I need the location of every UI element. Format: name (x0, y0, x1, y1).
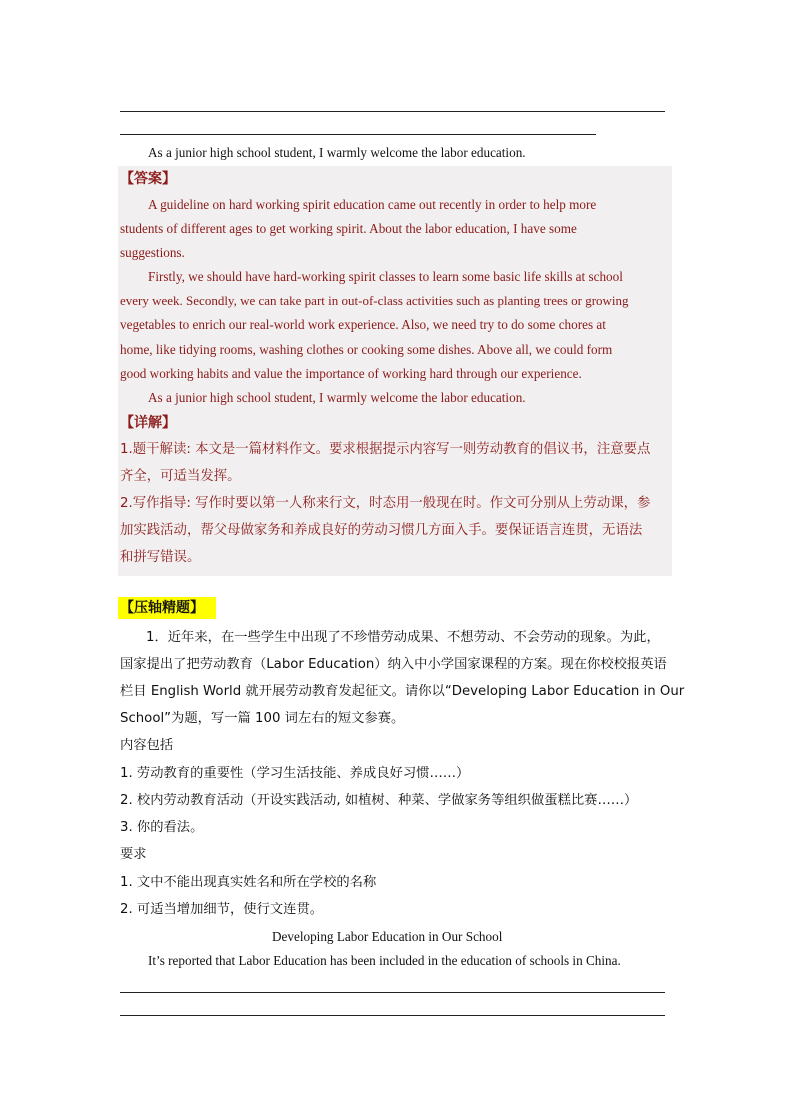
question-line: School”为题，写一篇 100 词左右的短文参赛。 (120, 711, 405, 726)
answer-tag: 【答案】 (120, 171, 176, 187)
detail-line: 1.题干解读: 本文是一篇材料作文。要求根据提示内容写一则劳动教育的倡议书，注意要点 (120, 442, 651, 457)
question-line: 1．近年来，在一些学生中出现了不珍惜劳动成果、不想劳动、不会劳动的现象。为此， (146, 630, 660, 645)
essay-opening: It’s reported that Labor Education has been included in the education of schools in China. (148, 953, 621, 968)
question-line: 3. 你的看法。 (120, 820, 204, 835)
section-highlight-label: 【压轴精题】 (118, 597, 216, 619)
question-line: 内容包括 (120, 738, 174, 753)
writing-line (120, 1015, 665, 1016)
writing-line (120, 992, 665, 993)
detail-line: 加实践活动，帮父母做家务和养成良好的劳动习惯几方面入手。要保证语言连贯，无语法 (120, 523, 643, 538)
answer-line: students of different ages to get working spirit. About the labor education, I have some (120, 221, 577, 236)
answer-line: As a junior high school student, I warmly welcome the labor education. (148, 390, 526, 405)
detail-tag: 【详解】 (120, 415, 176, 431)
question-line: 2. 校内劳动教育活动（开设实践活动, 如植树、种菜、学做家务等组织做蛋糕比赛……） (120, 793, 638, 808)
question-line: 2. 可适当增加细节，使行文连贯。 (120, 902, 324, 917)
answer-line: Firstly, we should have hard-working spirit classes to learn some basic life skills at school (148, 269, 623, 284)
answer-line: every week. Secondly, we can take part in out-of-class activities such as planting trees or growing (120, 293, 629, 308)
question-line: 国家提出了把劳动教育（Labor Education）纳入中小学国家课程的方案。现在你校校报英语 (120, 657, 667, 672)
answer-line: A guideline on hard working spirit education came out recently in order to help more (148, 197, 597, 212)
answer-line: vegetables to enrich our real-world work experience. Also, we need try to do some chores at (120, 317, 606, 332)
question-line: 栏目 English World 就开展劳动教育发起征文。请你以“Developing Labor Education in Our (120, 684, 685, 699)
answer-line: suggestions. (120, 245, 185, 260)
question-line: 1. 劳动教育的重要性（学习生活技能、养成良好习惯……） (120, 766, 470, 781)
writing-line (120, 111, 665, 112)
detail-line: 齐全，可适当发挥。 (120, 469, 241, 484)
detail-line: 2.写作指导: 写作时要以第一人称来行文，时态用一般现在时。作文可分别从上劳动课，参 (120, 496, 651, 511)
writing-line (120, 134, 596, 135)
welcome-line: As a junior high school student, I warmly welcome the labor education. (148, 145, 526, 160)
answer-line: good working habits and value the importance of working hard through our experience. (120, 366, 582, 381)
essay-title: Developing Labor Education in Our School (272, 929, 503, 944)
answer-line: home, like tidying rooms, washing clothes or cooking some dishes. Above all, we could form (120, 342, 613, 357)
question-line: 要求 (120, 847, 147, 862)
question-line: 1. 文中不能出现真实姓名和所在学校的名称 (120, 875, 377, 890)
detail-line: 和拼写错误。 (120, 550, 201, 565)
